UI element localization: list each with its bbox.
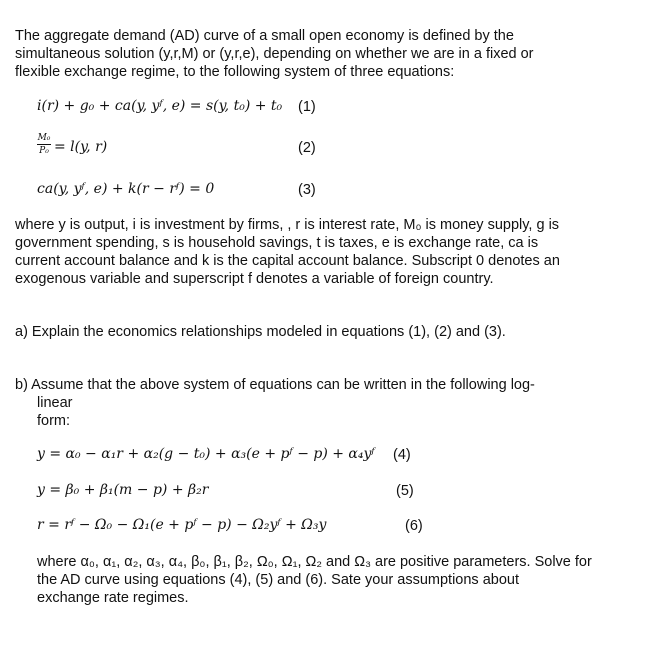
equation-2-number: (2) (298, 140, 316, 156)
closing-line-3: exchange rate regimes. (37, 590, 189, 606)
definitions-line-3: current account balance and k is the capital account balance. Subscript 0 denotes an (15, 253, 560, 269)
intro-line-1: The aggregate demand (AD) curve of a small open economy is defined by the (15, 28, 514, 44)
equation-2-fraction (37, 133, 51, 156)
equation-5-number: (5) (396, 483, 414, 499)
question-a: a) Explain the economics relationships modeled in equations (1), (2) and (3). (15, 324, 506, 340)
fraction-denominator: P₀ (39, 146, 49, 156)
fraction-bar (37, 144, 51, 145)
closing-line-1: where α₀, α₁, α₂, α₃, α₄, β₀, β₁, β₂, Ω₀, Ω₁, Ω₂ and Ω₃ are positive parameters. Solve for (37, 554, 592, 570)
definitions-line-2: government spending, s is household savings, t is taxes, e is exchange rate, ca is (15, 235, 539, 251)
equation-2-rhs: = l(y, r) (54, 139, 108, 155)
question-b-line-3: form: (37, 413, 71, 429)
intro-line-3: flexible exchange regime, to the following system of three equations: (15, 64, 455, 80)
equation-1-number: (1) (298, 99, 316, 115)
equation-3-number: (3) (298, 182, 316, 198)
intro-line-2: simultaneous solution (y,r,M) or (y,r,e), depending on whether we are in a fixed or (15, 46, 534, 62)
equation-6: r = rᶠ − Ω₀ − Ω₁(e + pᶠ − p) − Ω₂yᶠ + Ω₃y (37, 517, 327, 533)
equation-4-number: (4) (393, 447, 411, 463)
fraction-numerator: M₀ (37, 133, 51, 143)
equation-6-number: (6) (405, 518, 423, 534)
question-b-line-2: linear (37, 395, 73, 411)
equation-4: y = α₀ − α₁r + α₂(g − t₀) + α₃(e + pᶠ − p) + α₄yᶠ (37, 446, 375, 462)
closing-line-2: the AD curve using equations (4), (5) and (6). Sate your assumptions about (37, 572, 519, 588)
question-b-line-1: b) Assume that the above system of equations can be written in the following log- (15, 377, 535, 393)
equation-1: i(r) + g₀ + ca(y, yᶠ, e) = s(y, t₀) + t₀ (37, 98, 283, 114)
definitions-line-4: exogenous variable and superscript f denotes a variable of foreign country. (15, 271, 494, 287)
equation-3: ca(y, yᶠ, e) + k(r − rᶠ) = 0 (37, 181, 215, 197)
equation-5: y = β₀ + β₁(m − p) + β₂r (37, 482, 209, 498)
definitions-line-1: where y is output, i is investment by firms, , r is interest rate, M₀ is money supply, g is (15, 217, 560, 233)
